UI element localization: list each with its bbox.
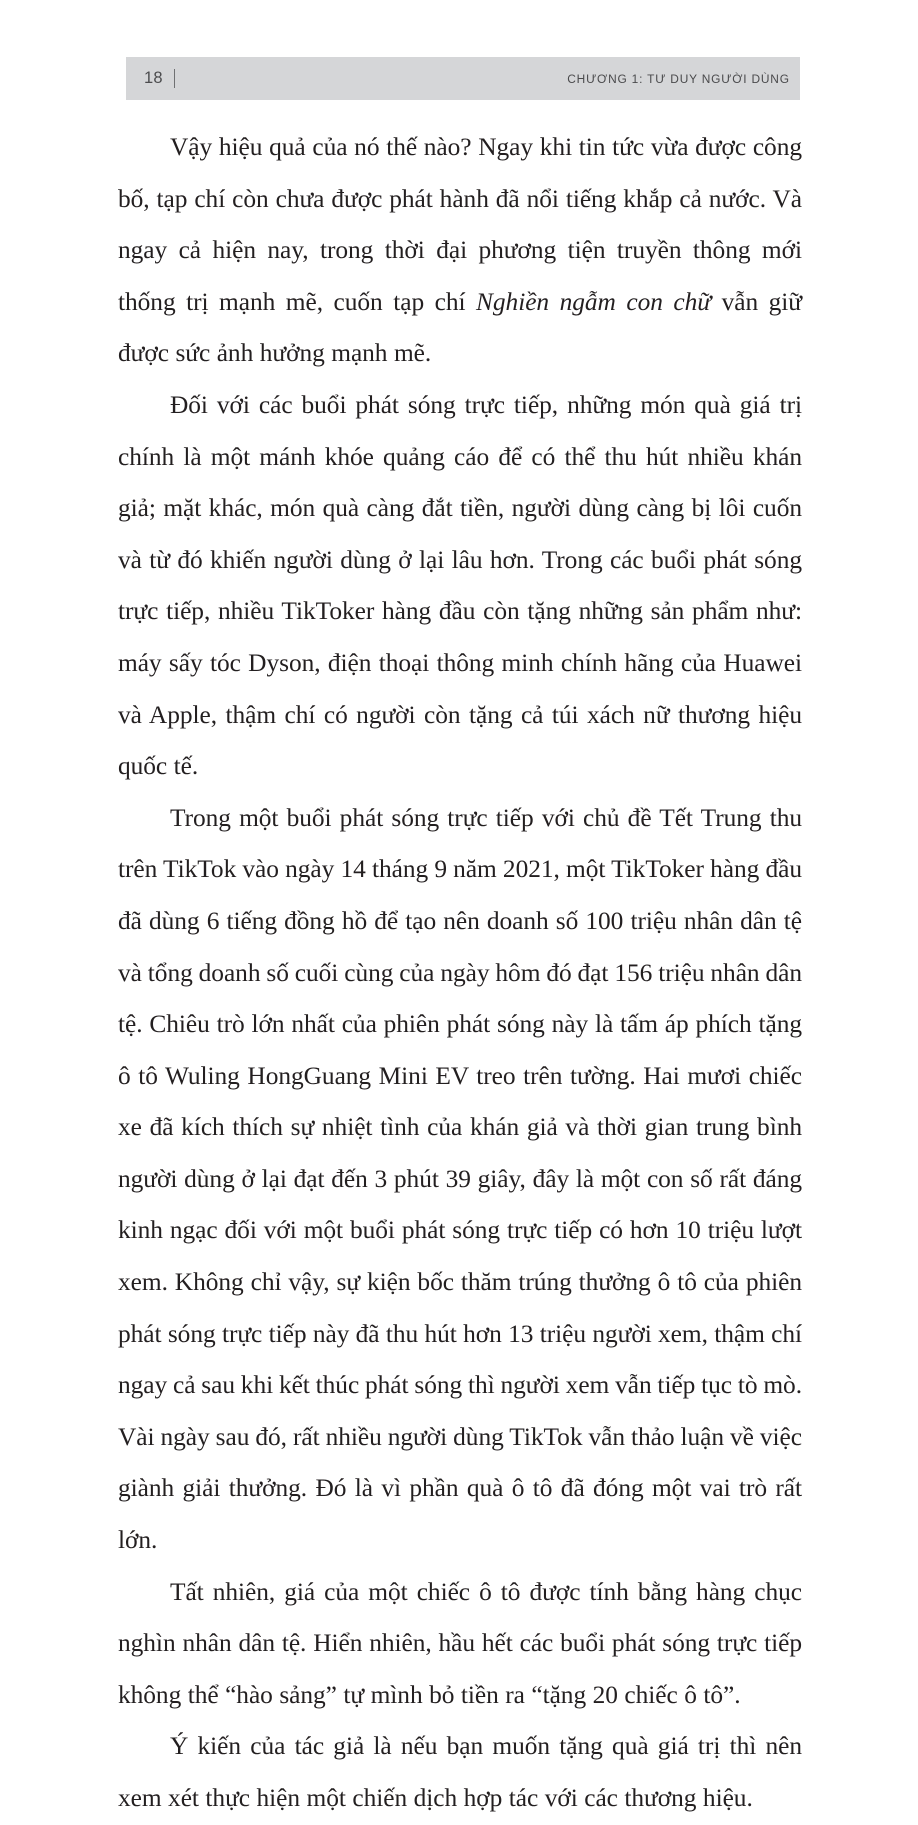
folio-group: [144, 69, 175, 88]
chapter-title: CHƯƠNG 1: TƯ DUY NGƯỜI DÙNG: [567, 71, 790, 86]
running-header-content: [126, 57, 800, 100]
magazine-title: Nghiền ngẫm con chữ: [476, 287, 712, 316]
paragraph: Đối với các buổi phát sóng trực tiếp, những món quà giá trị chính là một mánh khóe quảng cáo để có thể thu hút nhiều khán giả; mặt khác, món quà càng đắt tiền, người dùng càng bị lôi cuốn và từ đó khiến người dùng ở lại lâu hơn. Trong các buổi phát sóng trực tiếp, nhiều TikToker hàng đầu còn tặng những sản phẩm như: máy sấy tóc Dyson, điện thoại thông minh chính hãng của Huawei và Apple, thậm chí có người còn tặng cả túi xách nữ thương hiệu quốc tế.: [118, 390, 802, 781]
paragraph: Trong một buổi phát sóng trực tiếp với chủ đề Tết Trung thu trên TikTok vào ngày 14 tháng 9 năm 2021, một TikToker hàng đầu đã dùng 6 tiếng đồng hồ để tạo nên doanh số 100 triệu nhân dân tệ và tổng doanh số cuối cùng của ngày hôm đó đạt 156 triệu nhân dân tệ. Chiêu trò lớn nhất của phiên phát sóng này là tấm áp phích tặng ô tô Wuling HongGuang Mini EV treo trên tường. Hai mươi chiếc xe đã kích thích sự nhiệt tình của khán giả và thời gian trung bình người dùng ở lại đạt đến 3 phút 39 giây, đây là một con số rất đáng kinh ngạc đối với một buổi phát sóng trực tiếp có hơn 10 triệu lượt xem. Không chỉ vậy, sự kiện bốc thăm trúng thưởng ô tô của phiên phát sóng trực tiếp này đã thu hút hơn 13 triệu người xem, thậm chí ngay cả sau khi kết thúc phát sóng thì người xem vẫn tiếp tục tò mò. Vài ngày sau đó, rất nhiều người dùng TikTok vẫn thảo luận về việc giành giải thưởng. Đó là vì phần quà ô tô đã đóng một vai trò rất lớn.: [118, 803, 802, 1555]
page-number: 18: [144, 69, 163, 88]
paragraph: Tất nhiên, giá của một chiếc ô tô được tính bằng hàng chục nghìn nhân dân tệ. Hiển nhiên, hầu hết các buổi phát sóng trực tiếp không thể “hào sảng” tự mình bỏ tiền ra “tặng 20 chiếc ô tô”.: [118, 1577, 802, 1709]
paragraph: Ý kiến của tác giả là nếu bạn muốn tặng quà giá trị thì nên xem xét thực hiện một chiến dịch hợp tác với các thương hiệu.: [118, 1732, 802, 1812]
folio-divider: [174, 69, 176, 88]
running-header: [126, 57, 800, 100]
paragraph: Vậy hiệu quả của nó thế nào? Ngay khi tin tức vừa được công bố, tạp chí còn chưa được phát hành đã nổi tiếng khắp cả nước. Và ngay cả hiện nay, trong thời đại phương tiện truyền thông mới thống trị mạnh mẽ, cuốn tạp chí Nghiền ngẫm con chữ vẫn giữ được sức ảnh hưởng mạnh mẽ.: [118, 133, 802, 368]
body-text: [118, 122, 802, 1825]
